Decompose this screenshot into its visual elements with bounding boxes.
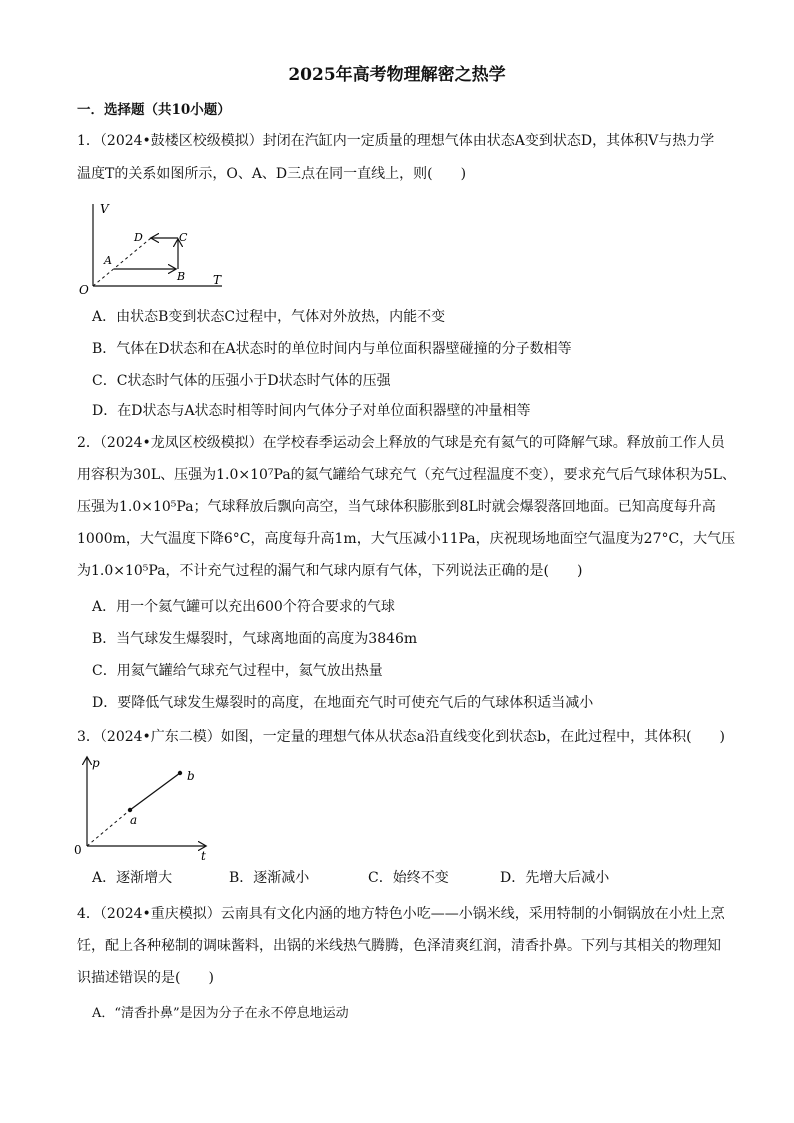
q4-stem-line-1: 4．（2024•重庆模拟）云南具有文化内涵的地方特色小吃——小锅米线，采用特制的小铜锅放在小灶上烹 <box>77 906 725 922</box>
page-title: 2025年高考物理解密之热学 <box>288 65 506 85</box>
q3-option-a[interactable]: A．逐渐增大 <box>92 870 173 886</box>
q3-dashed-extension <box>87 810 130 846</box>
q2-option-c[interactable]: C．用氦气罐给气球充气过程中，氦气放出热量 <box>92 663 383 679</box>
q3-option-d[interactable]: D．先增大后减小 <box>500 870 610 886</box>
q3-point-b-label: b <box>187 769 195 783</box>
q2-option-a[interactable]: A．用一个氦气罐可以充出600个符合要求的气球 <box>92 599 395 615</box>
q2-stem-line-3: 压强为1.0×10⁵Pa；气球释放后飘向高空，当气球体积膨胀到8L时就会爆裂落回地面。已知高度每升高 <box>77 499 716 515</box>
q1-dashed-line-oa <box>93 238 151 286</box>
q2-stem-line-5: 为1.0×10⁵Pa，不计充气过程的漏气和气球内原有气体，下列说法正确的是( ) <box>77 563 583 579</box>
q1-x-axis-label: T <box>213 273 222 287</box>
q3-options-row <box>92 867 692 887</box>
q1-option-a[interactable]: A．由状态B变到状态C过程中，气体对外放热，内能不变 <box>92 309 446 325</box>
q1-stem-line-2: 温度T的关系如图所示，O、A、D三点在同一直线上，则( ) <box>77 166 467 182</box>
q1-point-b-label: B <box>177 270 186 283</box>
section-heading: 一．选择题（共10小题） <box>77 102 231 118</box>
q3-option-c[interactable]: C．始终不变 <box>368 870 449 886</box>
q1-point-c-label: C <box>179 231 188 244</box>
q3-origin-label: 0 <box>74 843 82 857</box>
q3-stem-line-1: 3．（2024•广东二模）如图，一定量的理想气体从状态a沿直线变化到状态b，在此过程中，其体积( ) <box>77 729 726 745</box>
q3-point-a-label: a <box>130 813 138 827</box>
q1-option-d[interactable]: D．在D状态与A状态时相等时间内气体分子对单位面积器壁的冲量相等 <box>92 403 531 419</box>
q1-vt-graph <box>76 198 236 298</box>
q1-origin-label: O <box>79 283 89 297</box>
q3-y-axis-label: p <box>92 756 100 770</box>
q4-stem-line-3: 识描述错误的是( ) <box>77 970 214 986</box>
q3-point-a <box>128 808 132 812</box>
q1-y-axis-label: V <box>100 202 109 216</box>
q3-option-b[interactable]: B．逐渐减小 <box>229 870 310 886</box>
q3-segment-ab <box>130 773 180 810</box>
q3-point-b <box>178 771 182 775</box>
q1-option-b[interactable]: B．气体在D状态和在A状态时的单位时间内与单位面积器壁碰撞的分子数相等 <box>92 341 572 357</box>
q4-option-a[interactable]: A．“清香扑鼻”是因为分子在永不停息地运动 <box>92 1006 349 1021</box>
q2-stem-line-1: 2．（2024•龙凤区校级模拟）在学校春季运动会上释放的气球是充有氦气的可降解气球。释放前工作人员 <box>77 435 725 451</box>
q2-option-b[interactable]: B．当气球发生爆裂时，气球离地面的高度为3846m <box>92 631 418 647</box>
q1-point-d-label: D <box>134 231 143 244</box>
q2-stem-line-2: 用容积为30L、压强为1.0×10⁷Pa的氦气罐给气球充气（充气过程温度不变），要求充气后气球体积为5L、 <box>77 467 736 483</box>
q2-stem-line-4: 1000m，大气温度下降6°C，高度每升高1m，大气压减小11Pa，庆祝现场地面空气温度为27°C，大气压 <box>77 531 736 547</box>
q3-x-axis-label: t <box>201 849 206 863</box>
q3-pt-graph <box>74 754 214 862</box>
q1-point-a-label: A <box>104 254 112 267</box>
q4-stem-line-2: 饪，配上各种秘制的调味酱料，出锅的米线热气腾腾，色泽清爽红润，清香扑鼻。下列与其相关的物理知 <box>77 938 721 954</box>
q2-option-d[interactable]: D．要降低气球发生爆裂时的高度，在地面充气时可使充气后的气球体积适当减小 <box>92 695 594 711</box>
q1-stem-line-1: 1．（2024•鼓楼区校级模拟）封闭在汽缸内一定质量的理想气体由状态A变到状态D，其体积V与热力学 <box>77 133 715 149</box>
q1-option-c[interactable]: C．C状态时气体的压强小于D状态时气体的压强 <box>92 373 391 389</box>
